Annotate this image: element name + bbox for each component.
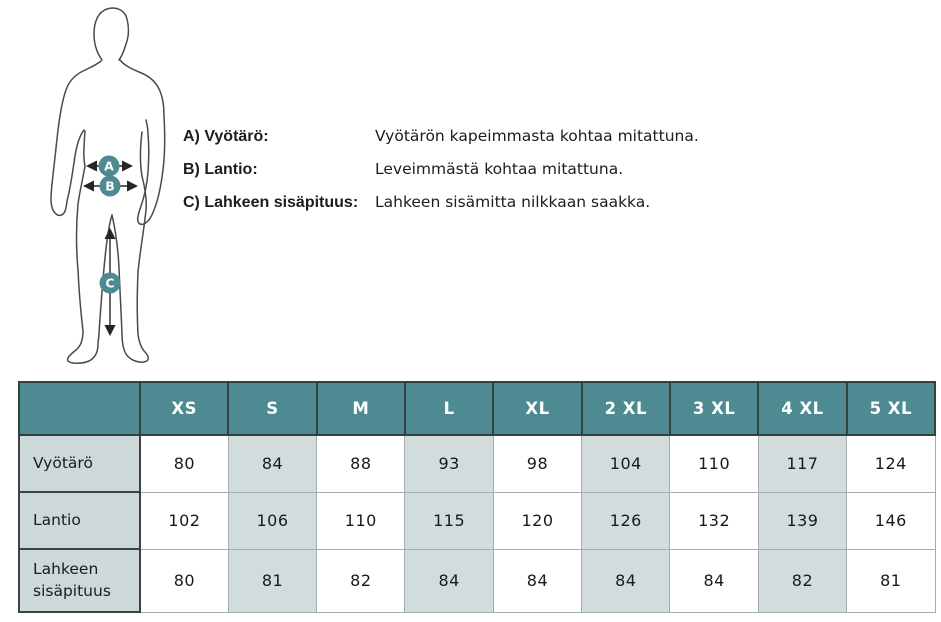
table-row-waist xyxy=(19,435,935,492)
corner-cell xyxy=(19,382,140,435)
inseam-value-l: 84 xyxy=(405,549,493,612)
row-label-hip: Lantio xyxy=(19,492,140,549)
marker-b-letter: B xyxy=(105,178,115,194)
table-row-hip xyxy=(19,492,935,549)
size-col-header-xs: XS xyxy=(140,382,228,435)
size-table-header-row xyxy=(19,382,935,435)
hip-value-s: 106 xyxy=(228,492,316,549)
waist-value-xs: 80 xyxy=(140,435,228,492)
size-col-header-xl: XL xyxy=(493,382,581,435)
inseam-value-s: 81 xyxy=(228,549,316,612)
waist-value-s: 84 xyxy=(228,435,316,492)
legend-label-waist: A) Vyötärö: xyxy=(183,128,269,145)
legend-desc-waist: Vyötärön kapeimmasta kohtaa mitattuna. xyxy=(375,127,699,145)
size-col-header-5xl: 5 XL xyxy=(847,382,935,435)
waist-value-l: 93 xyxy=(405,435,493,492)
hip-value-3xl: 132 xyxy=(670,492,758,549)
waist-value-4xl: 117 xyxy=(758,435,846,492)
inseam-value-xl: 84 xyxy=(493,549,581,612)
size-col-header-2xl: 2 XL xyxy=(582,382,670,435)
legend-label-inseam: C) Lahkeen sisäpituus: xyxy=(183,194,359,211)
legend-label-hip: B) Lantio: xyxy=(183,161,258,178)
table-row-inseam xyxy=(19,549,935,612)
size-col-header-4xl: 4 XL xyxy=(758,382,846,435)
waist-value-xl: 98 xyxy=(493,435,581,492)
hip-value-m: 110 xyxy=(317,492,405,549)
hip-value-l: 115 xyxy=(405,492,493,549)
inseam-value-5xl: 81 xyxy=(847,549,935,612)
hip-value-xl: 120 xyxy=(493,492,581,549)
hip-value-4xl: 139 xyxy=(758,492,846,549)
inseam-value-2xl: 84 xyxy=(582,549,670,612)
inseam-value-m: 82 xyxy=(317,549,405,612)
size-table xyxy=(18,381,936,613)
marker-a xyxy=(99,156,120,177)
row-label-waist: Vyötärö xyxy=(19,435,140,492)
size-col-header-s: S xyxy=(228,382,316,435)
waist-value-2xl: 104 xyxy=(582,435,670,492)
measurement-legend xyxy=(183,128,699,211)
body-measurement-diagram xyxy=(30,0,190,380)
marker-c-letter: C xyxy=(105,275,115,291)
waist-value-5xl: 124 xyxy=(847,435,935,492)
marker-c xyxy=(100,273,121,294)
waist-value-m: 88 xyxy=(317,435,405,492)
waist-value-3xl: 110 xyxy=(670,435,758,492)
hip-value-xs: 102 xyxy=(140,492,228,549)
marker-a-letter: A xyxy=(104,158,114,174)
legend-desc-hip: Leveimmästä kohtaa mitattuna. xyxy=(375,160,624,178)
inseam-value-4xl: 82 xyxy=(758,549,846,612)
size-col-header-3xl: 3 XL xyxy=(670,382,758,435)
inseam-value-3xl: 84 xyxy=(670,549,758,612)
size-col-header-m: M xyxy=(317,382,405,435)
inseam-value-xs: 80 xyxy=(140,549,228,612)
marker-b xyxy=(100,176,121,197)
row-label-inseam: Lahkeen sisäpituus xyxy=(19,549,140,612)
legend-desc-inseam: Lahkeen sisämitta nilkkaan saakka. xyxy=(375,193,651,211)
hip-value-5xl: 146 xyxy=(847,492,935,549)
hip-value-2xl: 126 xyxy=(582,492,670,549)
size-col-header-l: L xyxy=(405,382,493,435)
